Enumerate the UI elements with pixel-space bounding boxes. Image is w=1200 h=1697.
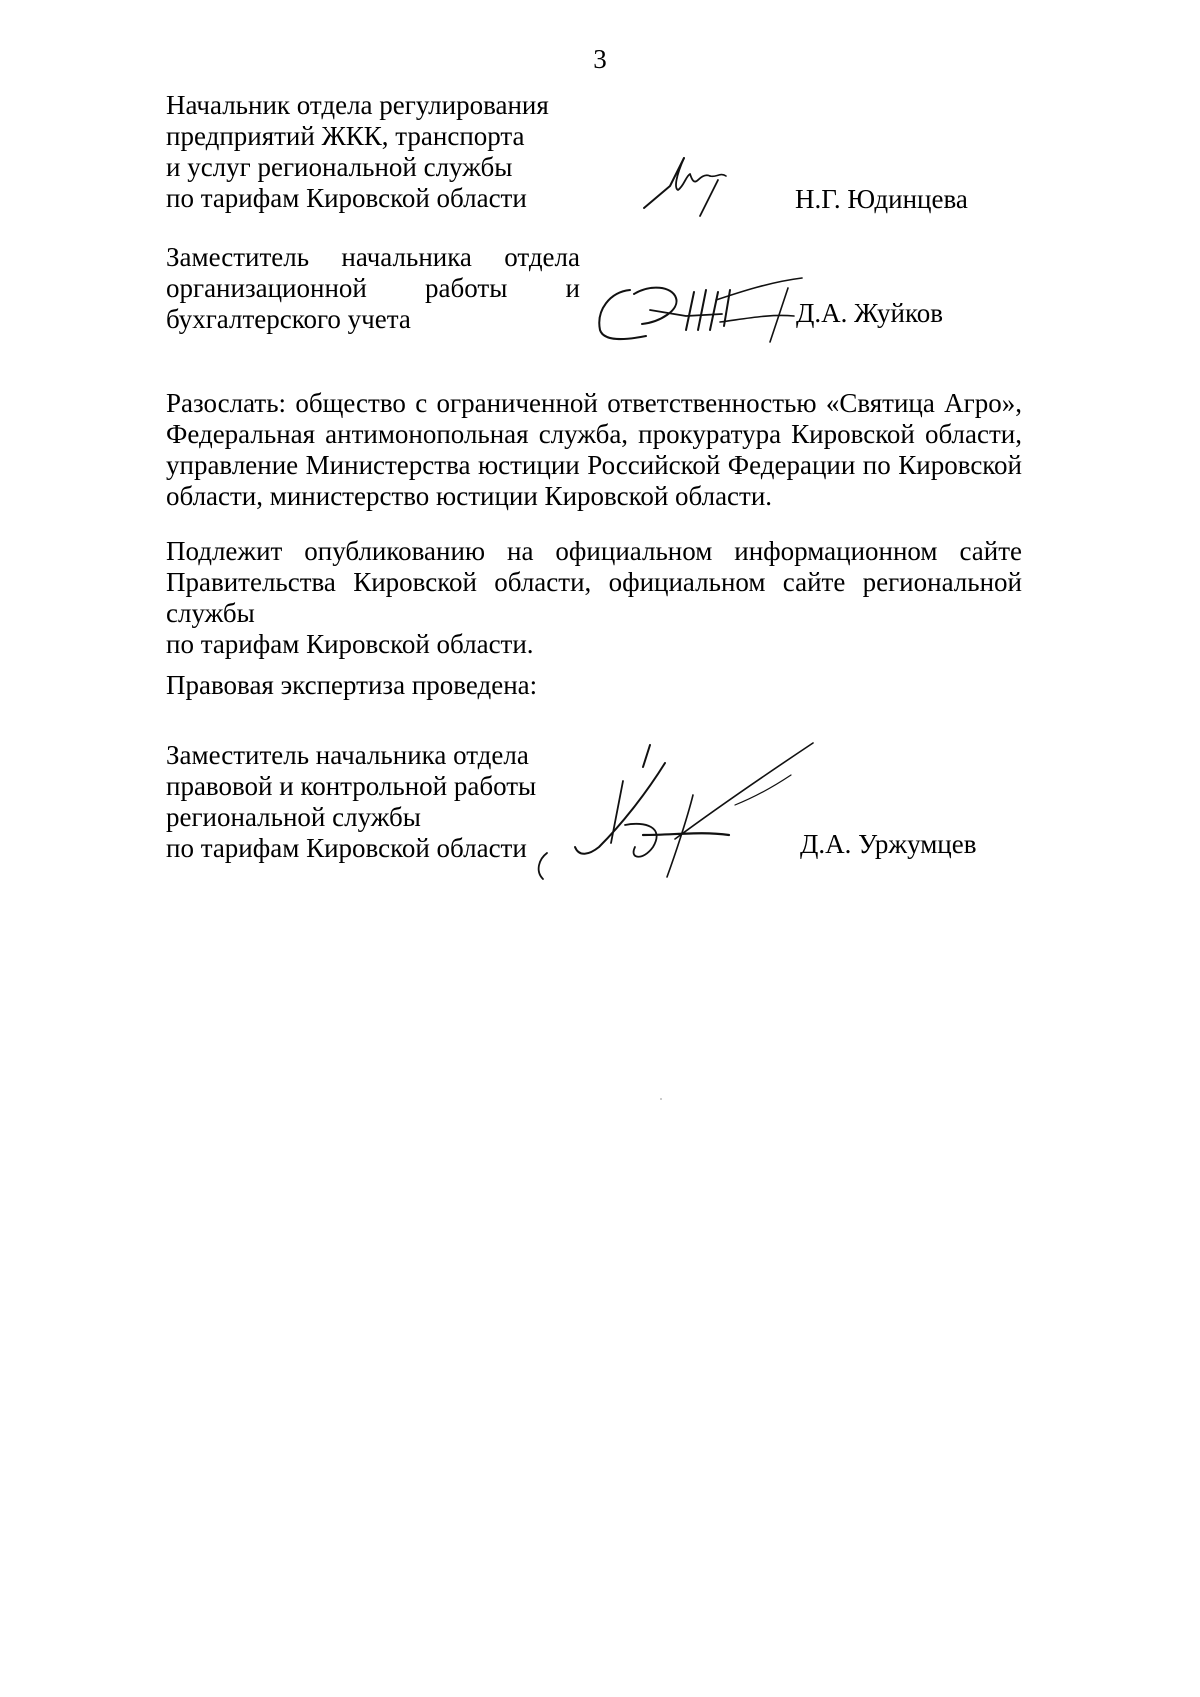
publication-paragraph: [166, 536, 1022, 660]
distribution-line: Разослать: общество с ограниченной ответственностью «Святица Агро»,: [166, 388, 1022, 418]
publication-line: по тарифам Кировской области.: [166, 629, 534, 659]
publication-line: Подлежит опубликованию на официальном информационном сайте: [166, 536, 1022, 566]
scan-speck: [660, 1098, 662, 1100]
title-line: бухгалтерского учета: [166, 304, 411, 334]
signatory-title-zhuykov: [166, 242, 580, 335]
title-line: организационной работы и: [166, 273, 580, 303]
signatory-title-urzhumtsev: [166, 740, 586, 864]
signatory-name-urzhumtsev: Д.А. Уржумцев: [800, 829, 977, 859]
signatory-name-zhuykov: Д.А. Жуйков: [796, 298, 943, 328]
legal-review-note: [166, 670, 537, 701]
distribution-paragraph: [166, 388, 1022, 512]
title-line: правовой и контрольной работы: [166, 771, 537, 801]
title-line: и услуг региональной службы: [166, 152, 513, 182]
title-line: Начальник отдела регулирования: [166, 90, 549, 120]
signatory-title-yudintseva: [166, 90, 586, 214]
signature-zhuykov: [590, 270, 810, 350]
page-number: 3: [593, 44, 607, 74]
publication-line: Правительства Кировской области, официальном сайте региональной службы: [166, 567, 1022, 628]
title-line: по тарифам Кировской области: [166, 183, 527, 213]
title-line: Заместитель начальника отдела: [166, 242, 580, 272]
distribution-line: Федеральная антимонопольная служба, прокуратура Кировской области,: [166, 419, 1022, 449]
signature-urzhumtsev: [525, 735, 825, 885]
legal-review-text: Правовая экспертиза проведена:: [166, 670, 538, 700]
distribution-line: области, министерство юстиции Кировской области.: [166, 481, 773, 511]
title-line: предприятий ЖКК, транспорта: [166, 121, 525, 151]
title-line: по тарифам Кировской области: [166, 833, 527, 863]
signature-yudintseva: [640, 150, 740, 225]
distribution-line: управление Министерства юстиции Российской Федерации по Кировской: [166, 450, 1022, 480]
signatory-name-yudintseva: Н.Г. Юдинцева: [795, 184, 968, 214]
title-line: Заместитель начальника отдела: [166, 740, 529, 770]
title-line: региональной службы: [166, 802, 421, 832]
